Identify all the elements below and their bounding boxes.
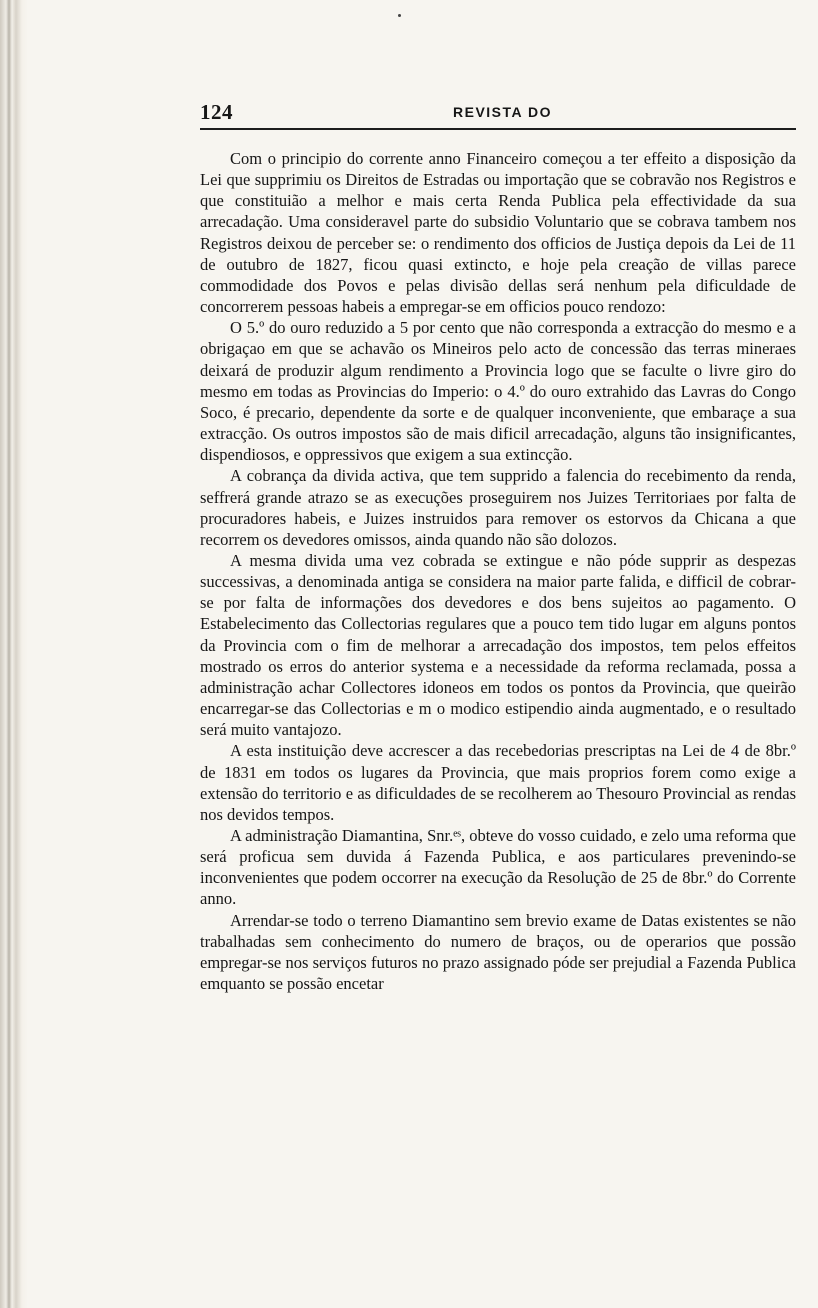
page-binding-edge	[0, 0, 28, 1308]
body-text	[200, 148, 796, 994]
paragraph: A cobrança da divida activa, que tem supprido a falencia do recebimento da renda, seffrerá grande atrazo se as execuções proseguirem nos Juizes Territoriaes por falta de procuradores habeis, e Juizes instruidos para remover os estorvos da Chicana a que recorrem os devedores omissos, ainda quando não são dolozos.	[200, 466, 796, 549]
paragraph: A mesma divida uma vez cobrada se extingue e não póde supprir as despezas successivas, a denominada antiga se considera na maior parte falida, e difficil de cobrar-se por falta de informações dos devedores e dos bens sujeitos ao pagamento. O Estabelecimento das Collectorias regulares que a pouco tem tido lugar em alguns pontos da Provincia com o fim de melhorar a arrecadação dos impostos, tem pelos effeitos mostrado os erros do anterior systema e a necessidade da reforma reclamada, possa a administração achar Collectores idoneos em todos os pontos da Provincia, que queirão encarregar-se das Collectorias e m o modico estipendio ainda augmentado, e o resultado será muito vantajozo.	[200, 550, 796, 740]
paragraph: O 5.º do ouro reduzido a 5 por cento que não corresponda a extracção do mesmo e a obrigaçao em que se achavão os Mineiros pelo acto de concessão das terras mineraes deixará de produzir algum rendimento a Provincia logo que se faculte o livre giro do mesmo em todas as Provincias do Imperio: o 4.º do ouro extrahido das Lavras do Congo Soco, é precario, dependente da sorte e de qualquer inconveniente, que embaraçe a sua extracção. Os outros impostos são de mais dificil arrecadação, alguns tão insignificantes, dispendiosos, e oppressivos que exigem a sua extincção.	[200, 318, 796, 465]
paragraph: Com o principio do corrente anno Financeiro começou a ter effeito a disposição da Lei que supprimiu os Direitos de Estradas ou importação que se cobravão nos Registros e que constituião a melhor e mais certa Renda Publica pela effectividade da sua arrecadação. Uma consideravel parte do subsidio Voluntario que se cobrava tambem nos Registros deixou de perceber se: o rendimento dos officios de Justiça depois da Lei de 11 de outubro de 1827, ficou quasi extincto, e hoje pela creação de villas parece commodidade dos Povos e pelas divisão dellas será nenhum pela dificuldade de concorrerem pessoas habeis a empregar-se em officios pouco rendozo:	[200, 149, 796, 317]
page-number: 124	[200, 100, 233, 124]
running-title: REVISTA DO	[453, 104, 553, 120]
print-speck	[398, 14, 401, 17]
paragraph: A administração Diamantina, Snr.ᵉˢ, obteve do vosso cuidado, e zelo uma reforma que será proficua sem duvida á Fazenda Publica, e aos particulares prevenindo-se inconvenientes que podem occorrer na execução da Resolução de 25 de 8br.º do Corrente anno.	[200, 826, 796, 909]
paragraph: Arrendar-se todo o terreno Diamantino sem brevio exame de Datas existentes se não trabalhadas sem conhecimento do numero de braços, ou de operarios que possão empregar-se nos serviços futuros no prazo assignado póde ser prejudial a Fazenda Publica emquanto se possão encetar	[200, 910, 796, 994]
page-header	[200, 100, 796, 128]
paragraph: A esta instituição deve accrescer a das recebedorias prescriptas na Lei de 4 de 8br.º de 1831 em todos os lugares da Provincia, que mais proprios forem como exige a extensão do territorio e as dificuldades de se recolherem ao Thesouro Provincial as rendas nos devidos tempos.	[200, 741, 796, 824]
header-rule	[200, 128, 796, 130]
